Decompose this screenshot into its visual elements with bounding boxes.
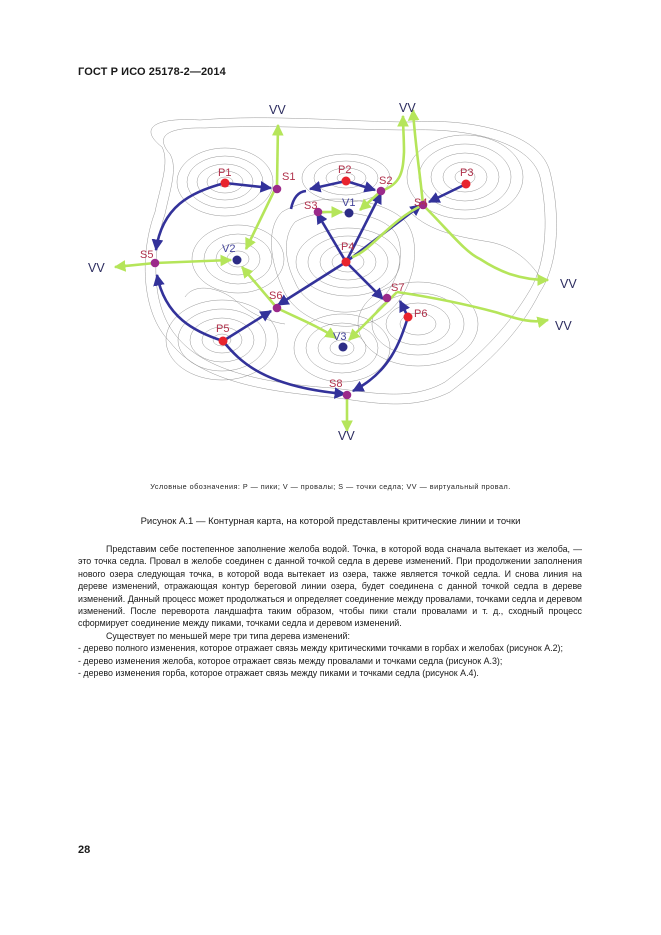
pit-v2 xyxy=(233,256,242,265)
peak-p2 xyxy=(342,177,351,186)
label-vv-bottom: VV xyxy=(338,429,355,443)
label-v1: V1 xyxy=(342,197,356,209)
label-v3: V3 xyxy=(333,331,347,343)
label-p4: P4 xyxy=(341,241,355,253)
paragraph-2: Существует по меньшей мере три типа дерева изменений: xyxy=(106,630,350,641)
peak-p6 xyxy=(404,313,413,322)
label-s6: S6 xyxy=(269,290,283,302)
label-s5: S5 xyxy=(140,249,154,261)
saddle-s1 xyxy=(273,185,282,194)
label-p1: P1 xyxy=(218,167,232,179)
label-p3: P3 xyxy=(460,167,474,179)
label-s1: S1 xyxy=(282,171,296,183)
list-item-3: - дерево изменения горба, которое отражает связь между пиками и точками седла (рисунок А.4). xyxy=(78,668,479,679)
label-p6: P6 xyxy=(414,308,428,320)
saddle-s2 xyxy=(377,187,386,196)
label-s3: S3 xyxy=(304,200,318,212)
label-v2: V2 xyxy=(222,243,236,255)
peak-p5 xyxy=(219,337,228,346)
label-vv-right-upper: VV xyxy=(560,277,577,291)
label-p5: P5 xyxy=(216,323,230,335)
page-number: 28 xyxy=(78,844,91,856)
label-vv-left: VV xyxy=(88,261,105,275)
saddles xyxy=(151,185,428,400)
label-s4: S4 xyxy=(414,197,428,209)
paragraph-1: Представим себе постепенное заполнение желоба водой. Точка, в которой вода сначала вытекает из желоба, — это точка седла. Провал в желобе соединен с данной точкой седла в дереве изменений. При продолжении заполнения нового озера следующая точка, в которой вода вытекает из озера, также является точкой седла. И снова линия на дереве изменений, отражающая контур береговой линии озера, будет соединена с данной точкой седла в дереве изменений. Данный процесс может продолжаться и определяет соединение между провалами, точками седла и деревом изменений. После переворота ландшафта таким образом, чтобы пики стали провалами и т. д., сходный процесс сформирует соединение между пиками, точками седла и деревом изменений. xyxy=(78,544,582,629)
list-item-1: - дерево полного изменения, которое отражает связь между критическими точками в горбах и желобах (рисунок А.2); xyxy=(78,643,563,654)
saddle-s7 xyxy=(383,294,392,303)
contour-map-figure xyxy=(70,92,610,452)
peak-p3 xyxy=(462,180,471,189)
saddle-s6 xyxy=(273,304,282,313)
peak-p4 xyxy=(342,258,351,267)
label-vv-top-left: VV xyxy=(269,103,286,117)
label-s7: S7 xyxy=(391,282,405,294)
label-s2: S2 xyxy=(379,175,393,187)
pit-v3 xyxy=(339,343,348,352)
ridge-lines xyxy=(156,181,466,394)
contour-map xyxy=(70,92,610,452)
pit-v1 xyxy=(345,209,354,218)
label-vv-top-right: VV xyxy=(399,101,416,115)
saddle-s8 xyxy=(343,391,352,400)
figure-legend: Условные обозначения: P — пики; V — провалы; S — точки седла; VV — виртуальный провал. xyxy=(150,482,511,491)
document-header: ГОСТ Р ИСО 25178-2—2014 xyxy=(78,66,226,78)
label-vv-right-lower: VV xyxy=(555,319,572,333)
figure-caption: Рисунок А.1 — Контурная карта, на которой представлены критические линии и точки xyxy=(140,516,521,527)
list-item-2: - дерево изменения желоба, которое отражает связь между провалами и точками седла (рисунок А.3); xyxy=(78,655,503,666)
peak-p1 xyxy=(221,179,230,188)
label-s8: S8 xyxy=(329,378,343,390)
label-p2: P2 xyxy=(338,164,352,176)
body-text xyxy=(78,543,582,679)
